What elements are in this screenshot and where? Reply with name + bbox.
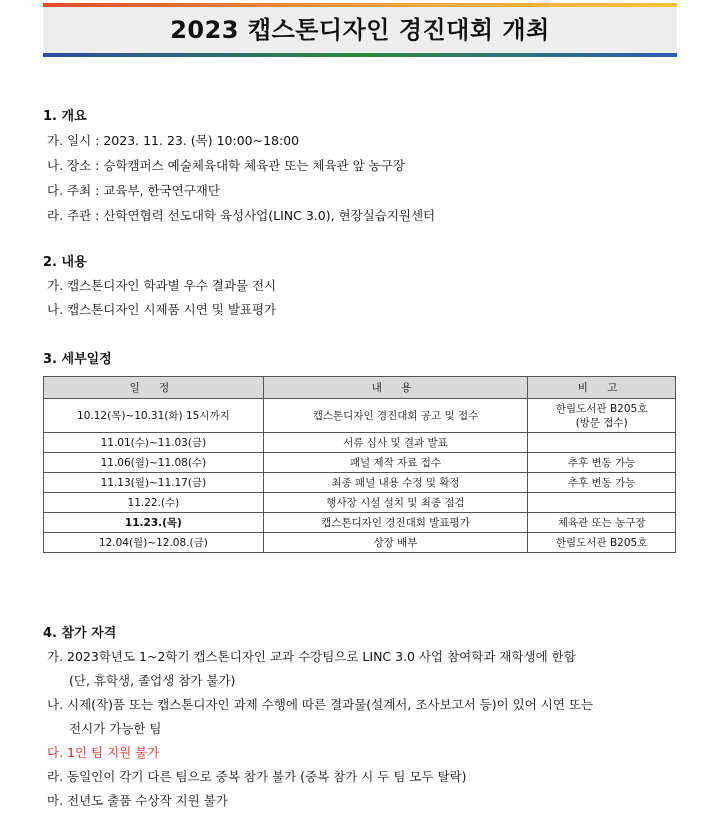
- eligibility-item-a: 가. 2023학년도 1~2학기 캡스톤디자인 교과 수강팀으로 LINC 3.0 사업 참여학과 재학생에 한함: [47, 649, 576, 664]
- row-date: 12.04(월)~12.08.(금): [44, 533, 264, 553]
- row-note: 추후 변동 가능: [528, 473, 676, 493]
- eligibility-item-b-cont: 전시가 가능한 팀: [69, 721, 162, 736]
- row-note: [528, 433, 676, 453]
- row-note: [528, 493, 676, 513]
- overview-organizer: 라. 주관 : 산학연협력 선도대학 육성사업(LINC 3.0), 현장실습지원센터: [47, 208, 436, 223]
- section4-heading: 4. 참가 자격: [43, 626, 117, 641]
- title-bottom-rule: [43, 53, 677, 57]
- eligibility-item-e: 마. 전년도 출품 수상작 지원 불가: [47, 793, 228, 808]
- row-note: 추후 변동 가능: [528, 453, 676, 473]
- column-header-note: 비 고: [528, 377, 676, 399]
- table-row: [44, 453, 676, 473]
- eligibility-item-b: 나. 시제(작)품 또는 캡스톤디자인 과제 수행에 따른 결과물(설계서, 조사보고서 등)이 있어 시연 또는: [47, 697, 594, 712]
- row-content: 최종 패널 내용 수정 및 확정: [263, 473, 527, 493]
- section1-heading: 1. 개요: [43, 109, 87, 124]
- table-row: [44, 493, 676, 513]
- row-date: 11.01(수)~11.03(금): [44, 433, 264, 453]
- column-header-content: 내 용: [263, 377, 527, 399]
- table-row: [44, 399, 676, 433]
- column-header-schedule: 일 정: [44, 377, 264, 399]
- eligibility-item-d: 라. 동일인이 각기 다른 팀으로 중복 참가 불가 (중복 참가 시 두 팀 모두 탈락): [47, 769, 467, 784]
- row-date: 11.06(월)~11.08(수): [44, 453, 264, 473]
- row-content: 상장 배부: [263, 533, 527, 553]
- row-content: 서류 심사 및 결과 발표: [263, 433, 527, 453]
- schedule-table: [43, 376, 676, 553]
- eligibility-item-c: 다. 1인 팀 지원 불가: [47, 745, 160, 760]
- table-row: [44, 473, 676, 493]
- row-content: 캡스톤디자인 경진대회 발표평가: [263, 513, 527, 533]
- table-row: [44, 433, 676, 453]
- content-item-1: 가. 캡스톤디자인 학과별 우수 결과물 전시: [47, 278, 277, 293]
- row-date: 10.12(목)~10.31(화) 15시까지: [44, 399, 264, 433]
- section3-heading: 3. 세부일정: [43, 352, 112, 367]
- table-row: [44, 533, 676, 553]
- row-date: 11.13(월)~11.17(금): [44, 473, 264, 493]
- title-banner: [43, 3, 677, 57]
- overview-venue: 나. 장소 : 승학캠퍼스 예술체육대학 체육관 또는 체육관 앞 농구장: [47, 158, 405, 173]
- table-row: [44, 513, 676, 533]
- content-item-2: 나. 캡스톤디자인 시제품 시연 및 발표평가: [47, 302, 277, 317]
- section2-heading: 2. 내용: [43, 255, 87, 270]
- overview-host: 다. 주최 : 교육부, 한국연구재단: [47, 183, 220, 198]
- row-note: 체육관 또는 농구장: [528, 513, 676, 533]
- row-date: 11.22.(수): [44, 493, 264, 513]
- schedule-header-row: [44, 377, 676, 399]
- row-content: 패널 제작 자료 접수: [263, 453, 527, 473]
- row-content: 캡스톤디자인 경진대회 공고 및 접수: [263, 399, 527, 433]
- overview-date: 가. 일시 : 2023. 11. 23. (목) 10:00~18:00: [47, 133, 300, 148]
- row-note: 한림도서관 B205호 (방문 접수): [528, 399, 676, 433]
- row-date: 11.23.(목): [44, 513, 264, 533]
- row-content: 행사장 시설 설치 및 최종 점검: [263, 493, 527, 513]
- eligibility-item-a-note: (단, 휴학생, 졸업생 참가 불가): [69, 673, 236, 688]
- row-note: 한림도서관 B205호: [528, 533, 676, 553]
- page-title: 2023 캡스톤디자인 경진대회 개최: [170, 16, 550, 44]
